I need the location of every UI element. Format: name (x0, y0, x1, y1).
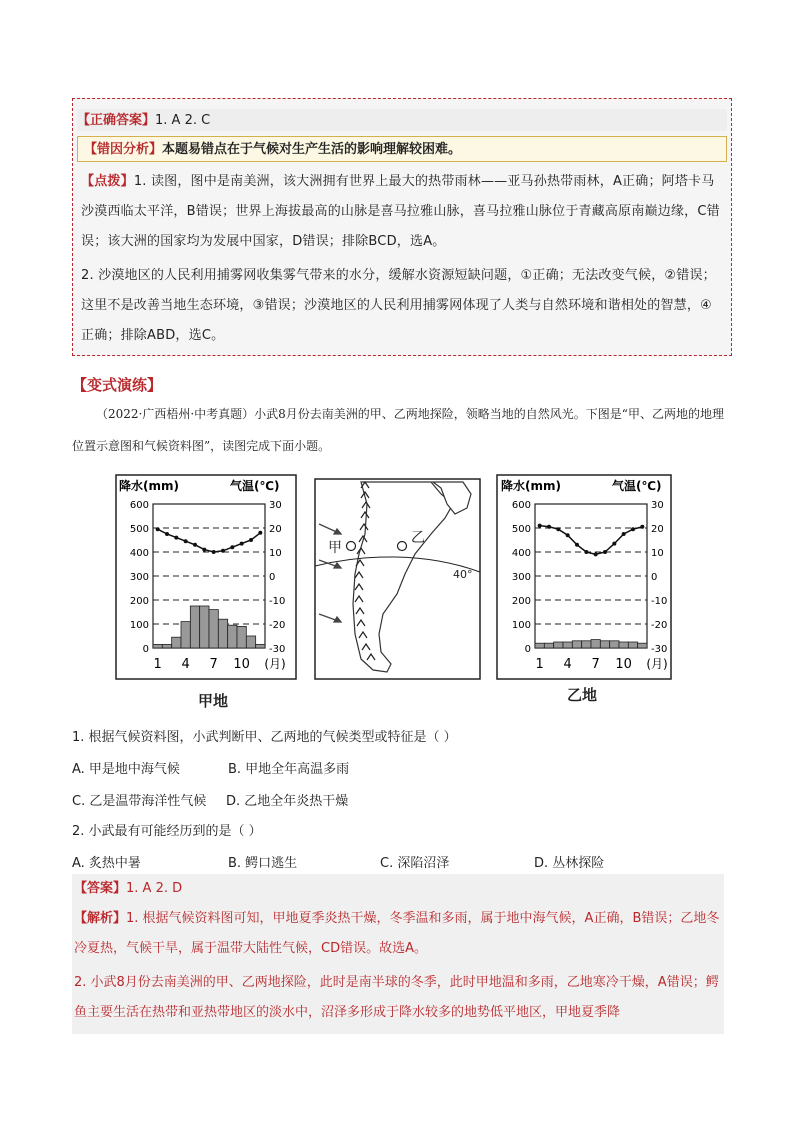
location-yi-label: 乙 (411, 530, 425, 546)
climate-figure (115, 474, 675, 684)
chart-jia-ytick: 100 (129, 620, 149, 631)
question-1: 1. 根据气候资料图，小武判断甲、乙两地的气候类型或特征是（ ） (72, 730, 457, 745)
chart-yi-y2tick: -10 (651, 596, 668, 607)
chart-jia-temp-point (174, 536, 178, 540)
tip-tag: 【点拨】 (81, 174, 134, 189)
chart-jia-y2tick: -20 (269, 620, 286, 631)
chart-jia-xtick: 1 (153, 657, 162, 672)
error-analysis-row (77, 136, 727, 162)
chart-jia-xtick: 4 (181, 657, 190, 672)
chart-jia-ytick: 500 (129, 524, 149, 535)
correct-answer-tag: 【正确答案】 (77, 113, 156, 128)
tip-paragraph-2: 2. 沙漠地区的人民利用捕雾网收集雾气带来的水分，缓解水资源短缺问题，①正确；无法改变气候，②错误；这里不是改善当地生态环境，③错误；沙漠地区的人民利用捕雾网体现了人类与自然环境和谐相处的智慧，④正确；排除ABD，选C。 (81, 268, 716, 343)
solution-analysis-tag: 【解析】 (74, 911, 127, 926)
chart-jia-temp-point (240, 542, 244, 546)
chart-yi-ytick: 600 (511, 500, 531, 511)
chart-yi-xtick: 10 (615, 657, 632, 672)
chart-jia-precip-bar (246, 636, 255, 648)
solution-box (72, 874, 724, 1034)
chart-yi-precip-bar (628, 642, 637, 648)
chart-yi-temp-point (603, 550, 607, 554)
chart-yi-temp-point (566, 533, 570, 537)
chart-jia-y2label: 气温(℃) (230, 479, 280, 493)
chart-yi-temp-point (640, 525, 644, 529)
section-heading: 【变式演练】 (72, 376, 163, 394)
chart-jia-precip-bar (153, 644, 162, 648)
chart-jia-ylabel: 降水(mm) (119, 479, 179, 493)
chart-yi-y2tick: 30 (651, 500, 664, 511)
chart-jia-y2tick: -10 (269, 596, 286, 607)
solution-answer-line (74, 874, 182, 904)
chart-yi-y2tick: -30 (651, 644, 668, 655)
chart-yi-xtick: 7 (591, 657, 600, 672)
question-2-option-c: C. 深陷沼泽 (380, 856, 450, 871)
chart-yi-precip-bar (535, 643, 544, 648)
location-jia-label: 甲 (328, 540, 342, 556)
solution-analysis-2: 2. 小武8月份去南美洲的甲、乙两地探险，此时是南半球的冬季，此时甲地温和多雨，乙地寒冷干燥，A错误；鳄鱼主要生活在热带和亚热带地区的淡水中，沼泽多形成于降水较多的地势低平地区，甲地夏季降 (74, 975, 719, 1020)
correct-answer-row (77, 109, 727, 131)
chart-yi-precip-bar (619, 642, 628, 648)
chart-yi-ytick: 100 (511, 620, 531, 631)
chart-jia-precip-bar (200, 606, 209, 648)
correct-answer-text: 1. A 2. C (155, 113, 211, 128)
chart-yi-precip-bar (544, 643, 553, 648)
chart-yi-precip-bar (610, 641, 619, 648)
chart-jia-precip-bar (218, 619, 227, 648)
chart-jia-temp-point (249, 538, 253, 542)
solution-answer-tag: 【答案】 (74, 881, 127, 896)
chart-jia-temp-point (156, 527, 160, 531)
chart-yi-precip-bar (600, 641, 609, 648)
chart-yi-precip-bar (554, 642, 563, 648)
chart-yi-ytick: 400 (511, 548, 531, 559)
chart-jia-label: 甲地 (198, 692, 229, 710)
latitude-label: 40° (453, 568, 473, 581)
chart-jia-precip-bar (209, 610, 218, 648)
chart-jia-temp-point (184, 539, 188, 543)
chart-jia-temp-point (202, 548, 206, 552)
chart-jia-y2tick: 10 (269, 548, 282, 559)
location-yi-marker (398, 542, 407, 551)
solution-analysis-1 (74, 904, 722, 964)
chart-jia-ytick: 300 (129, 572, 149, 583)
chart-yi-ytick: 500 (511, 524, 531, 535)
chart-yi-ytick: 0 (524, 644, 531, 655)
chart-yi-y2label: 气温(℃) (612, 479, 662, 493)
chart-yi-xtick: 1 (535, 657, 544, 672)
tip-paragraph-1 (81, 167, 723, 257)
chart-yi-y2tick: 10 (651, 548, 664, 559)
chart-jia-temp-point (230, 545, 234, 549)
chart-jia-precip-bar (181, 622, 190, 648)
chart-jia-temp-point (165, 532, 169, 536)
chart-jia-temp-point (221, 549, 225, 553)
question-1-option-c: C. 乙是温带海洋性气候 (72, 794, 207, 809)
chart-jia-y2tick: 30 (269, 500, 282, 511)
chart-jia-temp-point (258, 531, 262, 535)
chart-yi-ytick: 300 (511, 572, 531, 583)
chart-jia-temp-point (193, 543, 197, 547)
solution-answer-text: 1. A 2. D (126, 881, 183, 896)
chart-yi-precip-bar (582, 641, 591, 648)
chart-jia-ytick: 600 (129, 500, 149, 511)
chart-jia-precip-bar (172, 637, 181, 648)
chart-jia-xtick: 10 (233, 657, 250, 672)
chart-jia-y2tick: 0 (269, 572, 276, 583)
chart-yi-y2tick: -20 (651, 620, 668, 631)
question-2-option-b: B. 鳄口逃生 (228, 856, 298, 871)
chart-yi-precip-bar (563, 642, 572, 648)
chart-yi-y2tick: 20 (651, 524, 664, 535)
solution-analysis-text-1: 1. 根据气候资料图可知，甲地夏季炎热干燥，冬季温和多雨，属于地中海气候，A正确，B错误；乙地冬冷夏热，气候干旱，属于温带大陆性气候，CD错误。故选A。 (74, 911, 720, 956)
chart-yi-precip-bar (638, 643, 647, 648)
chart-jia-precip-bar (256, 644, 265, 648)
question-1-option-a: A. 甲是地中海气候 (72, 762, 180, 777)
chart-jia-precip-bar (228, 625, 237, 648)
chart-yi-temp-point (631, 527, 635, 531)
chart-yi-precip-bar (572, 641, 581, 648)
chart-yi-temp-point (575, 543, 579, 547)
chart-jia-xlabel: (月) (264, 657, 286, 671)
chart-yi-xtick: 4 (563, 657, 572, 672)
chart-jia-y2tick: 20 (269, 524, 282, 535)
chart-jia-precip-bar (237, 626, 246, 648)
question-2-option-a: A. 炙热中暑 (72, 856, 141, 871)
question-1-option-b: B. 甲地全年高温多雨 (228, 762, 350, 777)
chart-yi-ylabel: 降水(mm) (501, 479, 561, 493)
tip-text-1: 1. 读图，图中是南美洲，该大洲拥有世界上最大的热带雨林——亚马孙热带雨林，A正确；阿塔卡马沙漠西临太平洋，B错误；世界上海拔最高的山脉是喜马拉雅山脉，喜马拉雅山脉位于青藏高原南巅边缘，C错误；该大洲的国家均为发展中国家，D错误；排除BCD，选A。 (81, 174, 720, 249)
chart-jia-precip-bar (162, 644, 171, 648)
chart-yi-xlabel: (月) (646, 657, 668, 671)
question-2: 2. 小武最有可能经历到的是（ ） (72, 824, 262, 839)
chart-yi-temp-point (612, 542, 616, 546)
location-jia-marker (347, 542, 356, 551)
question-intro: （2022·广西梧州·中考真题）小武8月份去南美洲的甲、乙两地探险，领略当地的自然风光。下图是“甲、乙两地的地理位置示意图和气候资料图”，读图完成下面小题。 (72, 407, 724, 453)
chart-jia-y2tick: -30 (269, 644, 286, 655)
answer-box (72, 98, 732, 356)
chart-yi-temp-point (622, 532, 626, 536)
question-2-option-d: D. 丛林探险 (534, 856, 605, 871)
chart-jia-ytick: 0 (142, 644, 149, 655)
chart-yi-ytick: 200 (511, 596, 531, 607)
chart-jia-precip-bar (190, 606, 199, 648)
chart-yi-label: 乙地 (567, 686, 598, 704)
chart-yi-temp-point (584, 550, 588, 554)
question-1-option-d: D. 乙地全年炎热干燥 (226, 794, 349, 809)
chart-yi-precip-bar (591, 640, 600, 648)
chart-jia-ytick: 400 (129, 548, 149, 559)
chart-jia-temp-point (212, 550, 216, 554)
chart-jia-ytick: 200 (129, 596, 149, 607)
chart-yi-y2tick: 0 (651, 572, 658, 583)
chart-yi-temp-point (547, 525, 551, 529)
chart-yi-temp-point (538, 524, 542, 528)
chart-yi-temp-point (556, 527, 560, 531)
chart-yi-temp-point (594, 552, 598, 556)
chart-jia-xtick: 7 (209, 657, 218, 672)
error-analysis-tag: 【错因分析】 (84, 142, 163, 157)
map (315, 479, 480, 679)
error-analysis-text: 本题易错点在于气候对生产生活的影响理解较困难。 (162, 142, 462, 157)
